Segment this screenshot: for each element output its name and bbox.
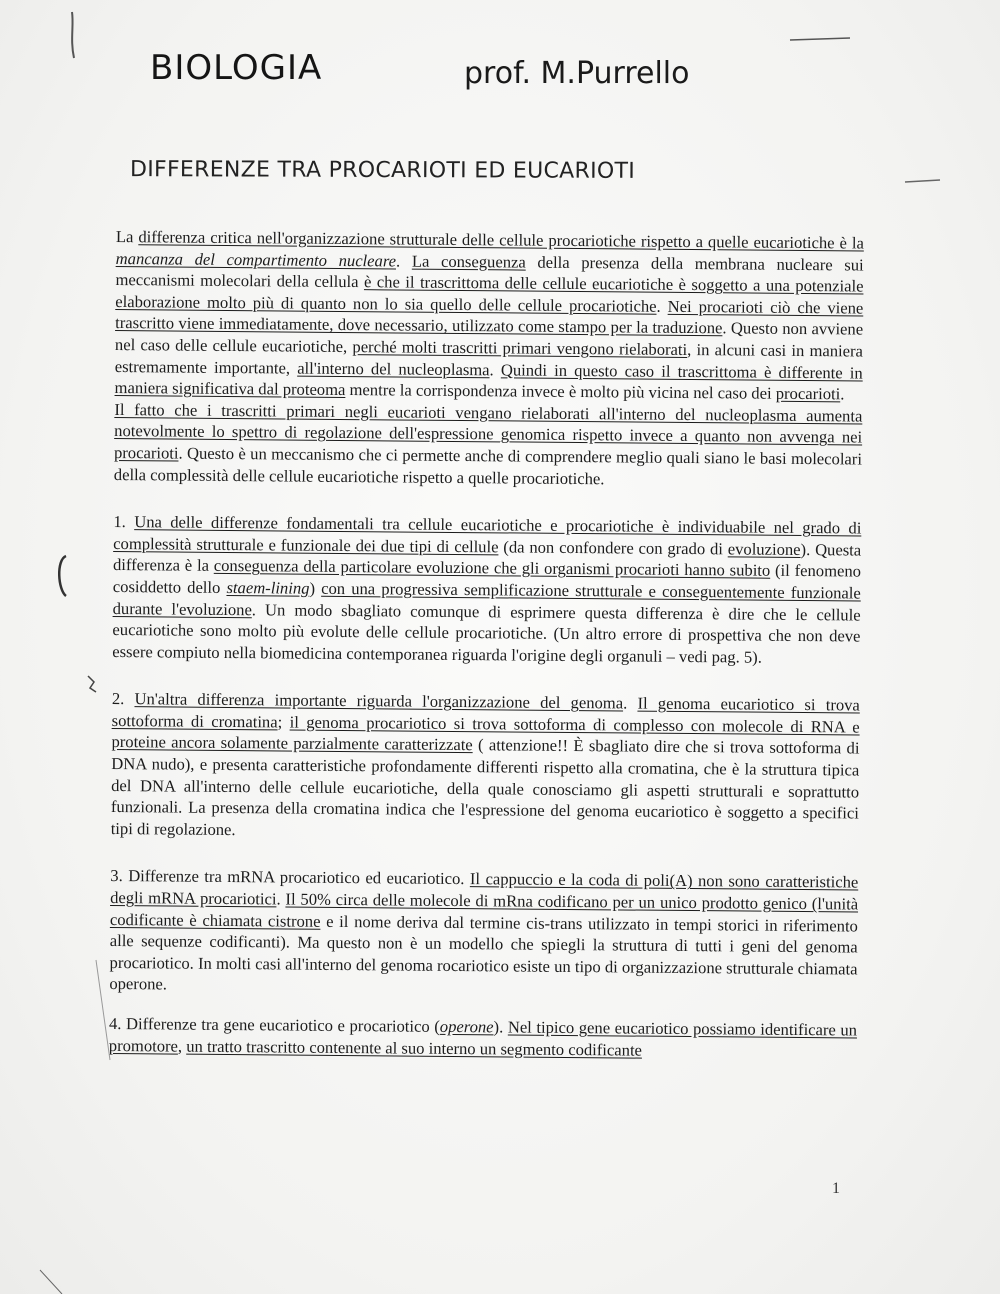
subject-heading: BIOLOGIA — [150, 48, 323, 88]
text-span: , — [177, 1036, 187, 1056]
text-span: 4. Differenze tra gene eucariotico e procariotico ( — [108, 1013, 440, 1036]
underlined-text: all'interno del nucleoplasma — [297, 358, 490, 379]
text-span: 3. Differenze tra mRNA procariotico ed eucariotico. — [110, 866, 471, 889]
margin-bracket — [59, 556, 66, 596]
document-body — [109, 226, 864, 1063]
underlined-text: è che il trascrittoma delle cellule eucariotiche è soggetto a una potenziale elaborazione molto più di quanto non lo sia quello delle cellule procariotiche — [115, 272, 864, 316]
bottom-left-fold — [40, 1270, 62, 1294]
right-dash — [905, 180, 940, 182]
underlined-text: Il fatto che i trascritti primari negli eucarioti vengano rielaborati all'interno del nucleoplasma aumenta notevolmente lo spettro di regolazione dell'espressione genomica rispetto invece a quanto non avvenga nei procarioti — [113, 399, 863, 463]
text-span: . — [276, 889, 286, 909]
underlined-text: La conseguenza — [411, 251, 526, 272]
underlined-text: con una progressiva semplificazione strutturale e conseguentemente funzionale durante l'evoluzione — [112, 578, 861, 619]
text-span: della presenza della membrana nucleare sui meccanismi molecolari della cellula — [115, 252, 864, 292]
text-span: . — [489, 359, 501, 379]
text-span: ). — [493, 1017, 508, 1037]
professor-name: prof. M.Purrello — [464, 56, 690, 91]
text-span: . Questo non avviene nel caso delle cellule eucariotiche, — [114, 318, 864, 357]
underlined-text: conseguenza della particolare evoluzione che gli organismi procarioti hanno subito — [213, 556, 771, 581]
text-span: ) — [309, 578, 322, 598]
underlined-text: Il genoma eucariotico si trova sottoforma di cromatina — [111, 693, 860, 732]
underlined-text: Nei procarioti ciò che viene trascritto viene immediatamente, dove necessario, utilizzato come stampo per la traduzione — [115, 296, 864, 338]
text-span: ). Questa differenza è la — [112, 539, 862, 576]
text-span: . Un modo sbagliato comunque di esprimere questa differenza è dire che le cellule eucariotiche sono molto più evolute delle cellule procariotiche. (Un altro errore di prospettiva che non deve essere compiuto nella biomedicina contemporanea riguarda l'origine degli organuli – vedi pag. 5). — [112, 599, 861, 667]
text-span: (da non confondere con grado di — [498, 537, 728, 559]
underlined-text: Il 50% circa delle molecole di mRna codificano per un unico prodotto genico (l'unità codificante è chiamata cistrone — [109, 889, 859, 931]
paragraph-point-2 — [111, 688, 860, 846]
page-number: 1 — [832, 1180, 840, 1197]
document-title: DIFFERENZE TRA PROCARIOTI ED EUCARIOTI — [129, 157, 636, 184]
underlined-text: Una delle differenze fondamentali tra cellule eucariotiche e procariotiche è individuabile nel grado di complessità strutturale e funzionale dei due tipi di cellule — [113, 512, 862, 557]
top-right-dash — [790, 38, 850, 40]
underlined-text: il genoma procariotico si trova sottoforma di complesso con molecole di RNA e proteine ancora solamente parzialmente caratterizzate — [111, 712, 860, 755]
underlined-text: Il cappuccio e la coda di poli(A) non sono caratteristiche degli mRNA procariotici — [110, 869, 859, 909]
paragraph-point-4 — [109, 1013, 857, 1063]
text-span: 2. — [111, 689, 135, 709]
text-span: ; — [277, 712, 290, 732]
underlined-italic-text: mancanza del compartimento nucleare — [115, 248, 397, 271]
underlined-text: Quindi in questo caso il trascrittoma è differente in maniera significativa dal proteoma — [114, 359, 863, 400]
underlined-text: Un'altra differenza importante riguarda l'organizzazione del genoma — [134, 689, 624, 713]
text-span: mentre la corrispondenza invece è molto più vicina nel caso dei — [345, 380, 776, 403]
paragraph-intro-2 — [114, 399, 863, 492]
underlined-italic-text: operone — [439, 1016, 494, 1037]
text-span: . — [623, 693, 638, 713]
paragraph-intro-1 — [114, 226, 863, 405]
paragraph-point-3 — [109, 865, 858, 1001]
paragraph-point-1 — [112, 511, 861, 669]
text-span: . — [840, 384, 845, 404]
underlined-text: differenza critica nell'organizzazione strutturale delle cellule procariotiche rispetto a quelle eucariotiche è la — [138, 227, 864, 253]
text-span: 1. — [113, 512, 135, 532]
text-span: . Questo è un meccanismo che ci permette anche di comprendere meglio quali siano le basi molecolari della complessità delle cellule eucariotiche rispetto a quelle procariotiche. — [113, 443, 863, 488]
underlined-text: Nel tipico gene eucariotico possiamo identificare un promotore — [108, 1017, 858, 1056]
margin-scribble — [72, 12, 74, 58]
underlined-text: perché molti trascritti primari vengono rielaborati — [352, 337, 688, 359]
text-span: , in alcuni casi in maniera estremamente importante, — [114, 339, 864, 378]
text-span: . — [396, 251, 412, 271]
text-span: . — [656, 296, 668, 316]
underlined-text: un tratto trascritto contenente al suo interno un segmento codificante — [186, 1036, 643, 1060]
underlined-italic-text: staem-lining — [226, 577, 310, 598]
text-span: e il nome deriva dal termine cis-trans utilizzato in tempi storici in riferimento alle sequenze codificanti). Ma questo non è un modello che spiegli la struttura di tutti i geni del genoma procariotico. In molti casi all'interno del genoma rocariotico esiste un tipo di organizzazione strutturale chiamata operone. — [109, 911, 859, 994]
underlined-text: evoluzione — [727, 539, 801, 559]
margin-squiggle — [88, 676, 96, 692]
underlined-text: procarioti — [775, 383, 841, 404]
text-span: (il fenomeno cosiddetto dello — [112, 561, 862, 597]
text-span: La — [115, 226, 139, 247]
text-span: ( attenzione!! È sbagliato dire che si trova sottoforma di DNA nudo), e presenta caratteristiche profondamente differenti rispetto alla cromatina, che è la struttura tipica del DNA all'interno delle cellule eucariotiche, della quale conosciamo gli aspetti strutturali e soprattutto funzionali. La presenza della cromatina indica che l'espressione del genoma eucariotico è soggetto a specifici tipi di regolazione. — [110, 735, 860, 839]
